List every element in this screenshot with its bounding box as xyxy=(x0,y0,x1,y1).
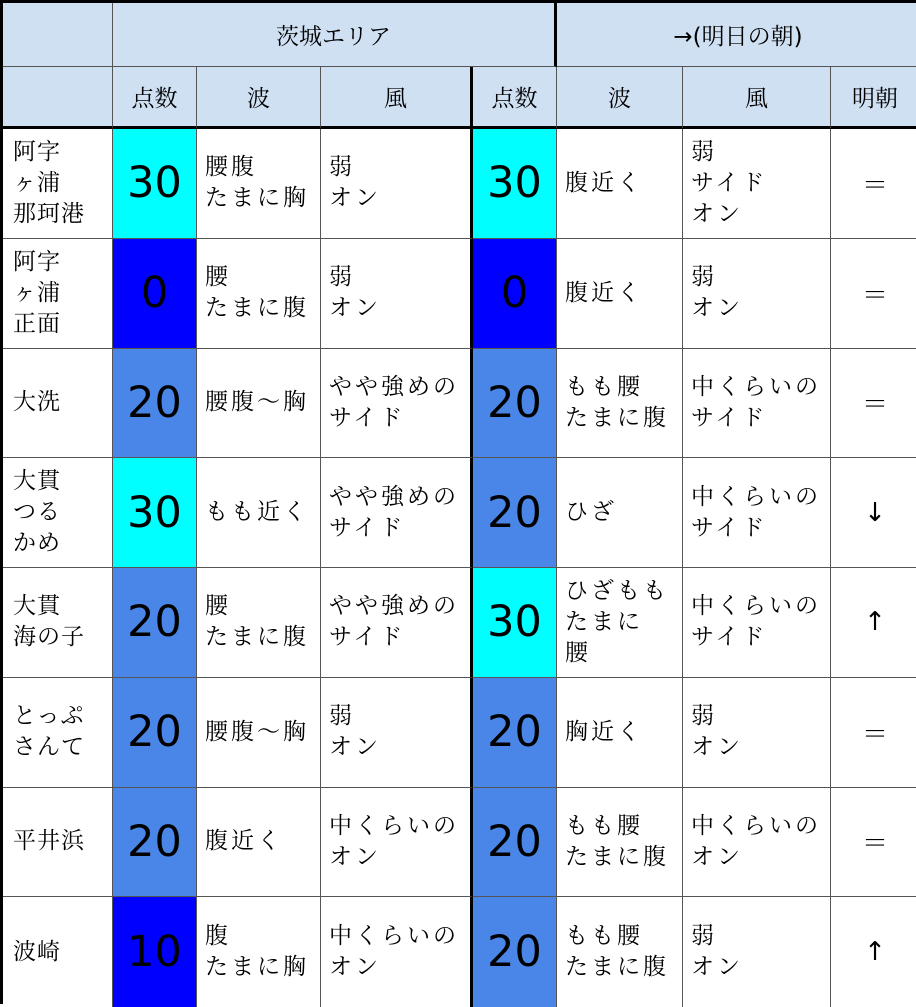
spot-name: とっぷ さんて xyxy=(3,678,113,788)
area-title: 茨城エリア xyxy=(113,3,557,67)
trend-cell: ＝ xyxy=(831,678,916,788)
header-spot-blank xyxy=(3,67,113,129)
trend-cell: ＝ xyxy=(831,239,916,349)
next-score-cell: 20 xyxy=(473,788,557,898)
next-score-cell: 0 xyxy=(473,239,557,349)
wave-cell: 腰 たまに腹 xyxy=(197,239,321,349)
next-wave-cell: ひざ xyxy=(557,458,683,568)
score-cell: 20 xyxy=(113,349,197,459)
wave-cell: 腰腹〜胸 xyxy=(197,349,321,459)
score-cell: 20 xyxy=(113,788,197,898)
next-wave-cell: もも腰 たまに腹 xyxy=(557,349,683,459)
col-wind-header: 風 xyxy=(321,67,473,129)
wind-cell: やや強めの サイド xyxy=(321,349,473,459)
col-wave-header: 波 xyxy=(197,67,321,129)
col-score-header: 点数 xyxy=(113,67,197,129)
next-wind-cell: 弱 オン xyxy=(683,678,831,788)
wind-cell: やや強めの サイド xyxy=(321,568,473,678)
spot-name: 平井浜 xyxy=(3,788,113,898)
trend-cell: ＝ xyxy=(831,129,916,239)
score-cell: 30 xyxy=(113,129,197,239)
next-score-cell: 20 xyxy=(473,458,557,568)
next-score-cell: 30 xyxy=(473,568,557,678)
spot-name: 阿字 ヶ浦 正面 xyxy=(3,239,113,349)
header-corner-blank xyxy=(3,3,113,67)
wave-cell: 腰 たまに腹 xyxy=(197,568,321,678)
trend-cell: ↑ xyxy=(831,897,916,1007)
forecast-title: →(明日の朝) xyxy=(557,3,916,67)
wave-cell: 腹 たまに胸 xyxy=(197,897,321,1007)
spot-name: 阿字 ヶ浦 那珂港 xyxy=(3,129,113,239)
next-wind-cell: 中くらいの サイド xyxy=(683,568,831,678)
wind-cell: 弱 オン xyxy=(321,129,473,239)
spot-name: 大洗 xyxy=(3,349,113,459)
score-cell: 0 xyxy=(113,239,197,349)
wind-cell: やや強めの サイド xyxy=(321,458,473,568)
trend-cell: ↑ xyxy=(831,568,916,678)
next-wave-cell: もも腰 たまに腹 xyxy=(557,897,683,1007)
wave-cell: 腹近く xyxy=(197,788,321,898)
wave-cell: 腰腹 たまに胸 xyxy=(197,129,321,239)
wave-cell: もも近く xyxy=(197,458,321,568)
next-wave-cell: 胸近く xyxy=(557,678,683,788)
trend-cell: ＝ xyxy=(831,788,916,898)
next-wind-cell: 中くらいの サイド xyxy=(683,458,831,568)
score-cell: 20 xyxy=(113,568,197,678)
next-score-cell: 20 xyxy=(473,349,557,459)
wind-cell: 中くらいの オン xyxy=(321,897,473,1007)
score-cell: 10 xyxy=(113,897,197,1007)
score-cell: 30 xyxy=(113,458,197,568)
trend-cell: ＝ xyxy=(831,349,916,459)
next-wave-cell: 腹近く xyxy=(557,239,683,349)
next-wind-cell: 弱 サイド オン xyxy=(683,129,831,239)
spot-name: 波崎 xyxy=(3,897,113,1007)
wind-cell: 弱 オン xyxy=(321,239,473,349)
col-next-wave-header: 波 xyxy=(557,67,683,129)
next-wave-cell: ひざもも たまに 腰 xyxy=(557,568,683,678)
wave-cell: 腰腹〜胸 xyxy=(197,678,321,788)
next-wave-cell: もも腰 たまに腹 xyxy=(557,788,683,898)
spot-name: 大貫 つる かめ xyxy=(3,458,113,568)
next-wind-cell: 中くらいの オン xyxy=(683,788,831,898)
wind-cell: 中くらいの オン xyxy=(321,788,473,898)
wind-cell: 弱 オン xyxy=(321,678,473,788)
col-trend-header: 明朝 xyxy=(831,67,916,129)
next-score-cell: 20 xyxy=(473,897,557,1007)
score-cell: 20 xyxy=(113,678,197,788)
next-wind-cell: 弱 オン xyxy=(683,239,831,349)
col-next-wind-header: 風 xyxy=(683,67,831,129)
next-score-cell: 20 xyxy=(473,678,557,788)
col-next-score-header: 点数 xyxy=(473,67,557,129)
next-wind-cell: 弱 オン xyxy=(683,897,831,1007)
spot-name: 大貫 海の子 xyxy=(3,568,113,678)
next-wave-cell: 腹近く xyxy=(557,129,683,239)
next-wind-cell: 中くらいの サイド xyxy=(683,349,831,459)
trend-cell: ↓ xyxy=(831,458,916,568)
next-score-cell: 30 xyxy=(473,129,557,239)
